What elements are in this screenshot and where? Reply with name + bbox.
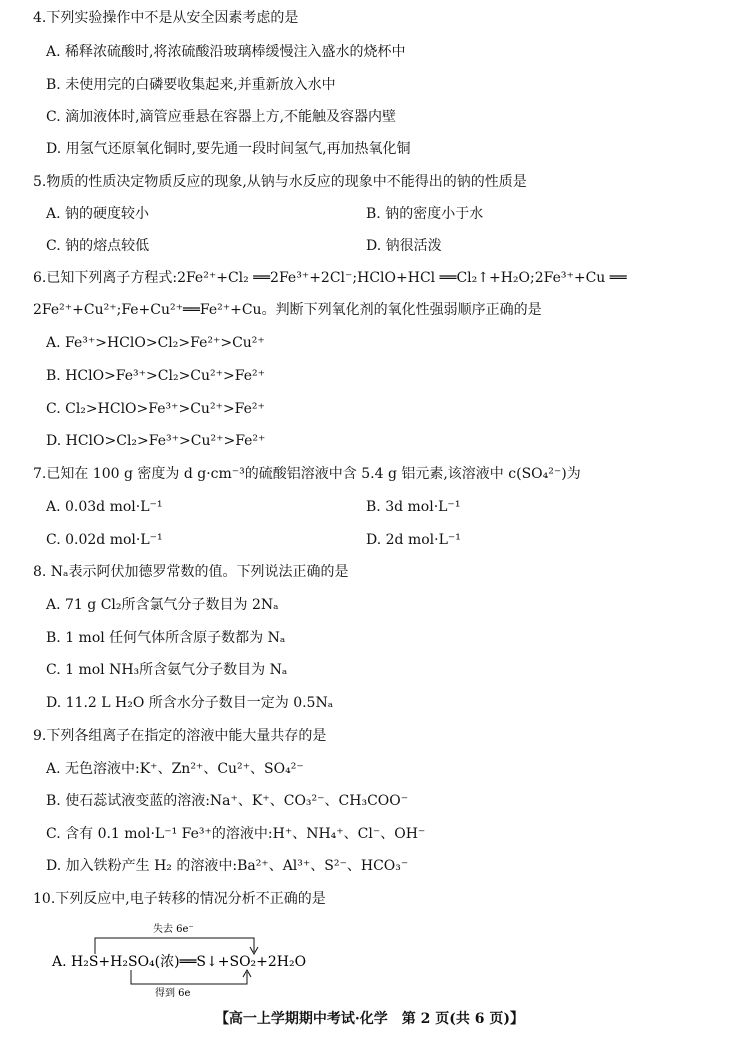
question-4-option-c: C. 滴加液体时,滴管应垂悬在容器上方,不能触及容器内壁 [46,109,397,125]
question-8-stem: 8. Nₐ表示阿伏加德罗常数的值。下列说法正确的是 [33,564,349,580]
question-5-option-d: D. 钠很活泼 [366,238,442,254]
lose-electrons-bracket [95,938,254,954]
question-6-stem-line2: 2Fe²⁺+Cu²⁺;Fe+Cu²⁺══Fe²⁺+Cu。判断下列氧化剂的氧化性强弱顺序正确的是 [33,302,542,318]
question-5-option-a: A. 钠的硬度较小 [46,206,150,222]
question-5-option-c: C. 钠的熔点较低 [46,238,150,254]
question-8-option-a: A. 71 g Cl₂所含氯气分子数目为 2Nₐ [46,597,279,613]
electron-transfer-diagram [40,918,420,998]
question-8-option-b: B. 1 mol 任何气体所含原子数都为 Nₐ [46,630,286,646]
question-4-option-d: D. 用氢气还原氧化铜时,要先通一段时间氢气,再加热氧化铜 [46,141,411,157]
page-footer: 【高一上学期期中考试·化学 第 2 页(共 6 页)】 [214,1011,525,1027]
question-6-option-d: D. HClO>Cl₂>Fe³⁺>Cu²⁺>Fe²⁺ [46,433,266,449]
reaction-equation: A. H₂S+H₂SO₄(浓)══S↓+SO₂+2H₂O [52,954,307,970]
question-9-option-b: B. 使石蕊试液变蓝的溶液:Na⁺、K⁺、CO₃²⁻、CH₃COO⁻ [46,793,409,809]
question-6-option-a: A. Fe³⁺>HClO>Cl₂>Fe²⁺>Cu²⁺ [46,335,265,351]
question-4-stem: 4.下列实验操作中不是从安全因素考虑的是 [33,10,299,26]
question-10-stem: 10.下列反应中,电子转移的情况分析不正确的是 [33,891,326,907]
question-7-option-c: C. 0.02d mol·L⁻¹ [46,532,163,548]
question-4-option-b: B. 未使用完的白磷要收集起来,并重新放入水中 [46,77,336,93]
question-5-stem: 5.物质的性质决定物质反应的现象,从钠与水反应的现象中不能得出的钠的性质是 [33,174,527,190]
gain-electrons-label: 得到 6e [155,988,191,998]
question-9-stem: 9.下列各组离子在指定的溶液中能大量共存的是 [33,728,327,744]
question-8-option-c: C. 1 mol NH₃所含氨气分子数目为 Nₐ [46,662,288,678]
question-9-option-c: C. 含有 0.1 mol·L⁻¹ Fe³⁺的溶液中:H⁺、NH₄⁺、Cl⁻、OH⁻ [46,826,426,842]
lose-electrons-label: 失去 6e⁻ [153,924,194,935]
question-7-option-a: A. 0.03d mol·L⁻¹ [46,499,163,515]
question-4-option-a: A. 稀释浓硫酸时,将浓硫酸沿玻璃棒缓慢注入盛水的烧杯中 [46,44,406,60]
question-6-option-c: C. Cl₂>HClO>Fe³⁺>Cu²⁺>Fe²⁺ [46,401,265,417]
question-6-stem-line1: 6.已知下列离子方程式:2Fe²⁺+Cl₂ ══2Fe³⁺+2Cl⁻;HClO+HCl ══Cl₂↑+H₂O;2Fe³⁺+Cu ══ [33,270,627,286]
question-6-option-b: B. HClO>Fe³⁺>Cl₂>Cu²⁺>Fe²⁺ [46,368,265,384]
question-8-option-d: D. 11.2 L H₂O 所含水分子数目一定为 0.5Nₐ [46,695,334,711]
question-5-option-b: B. 钠的密度小于水 [366,206,484,222]
question-9-option-d: D. 加入铁粉产生 H₂ 的溶液中:Ba²⁺、Al³⁺、S²⁻、HCO₃⁻ [46,858,409,874]
question-7-option-d: D. 2d mol·L⁻¹ [366,532,461,548]
question-7-option-b: B. 3d mol·L⁻¹ [366,499,461,515]
question-7-stem: 7.已知在 100 g 密度为 d g·cm⁻³的硫酸铝溶液中含 5.4 g 铝元素,该溶液中 c(SO₄²⁻)为 [33,466,581,482]
question-9-option-a: A. 无色溶液中:K⁺、Zn²⁺、Cu²⁺、SO₄²⁻ [46,761,304,777]
gain-electrons-bracket [131,970,247,984]
